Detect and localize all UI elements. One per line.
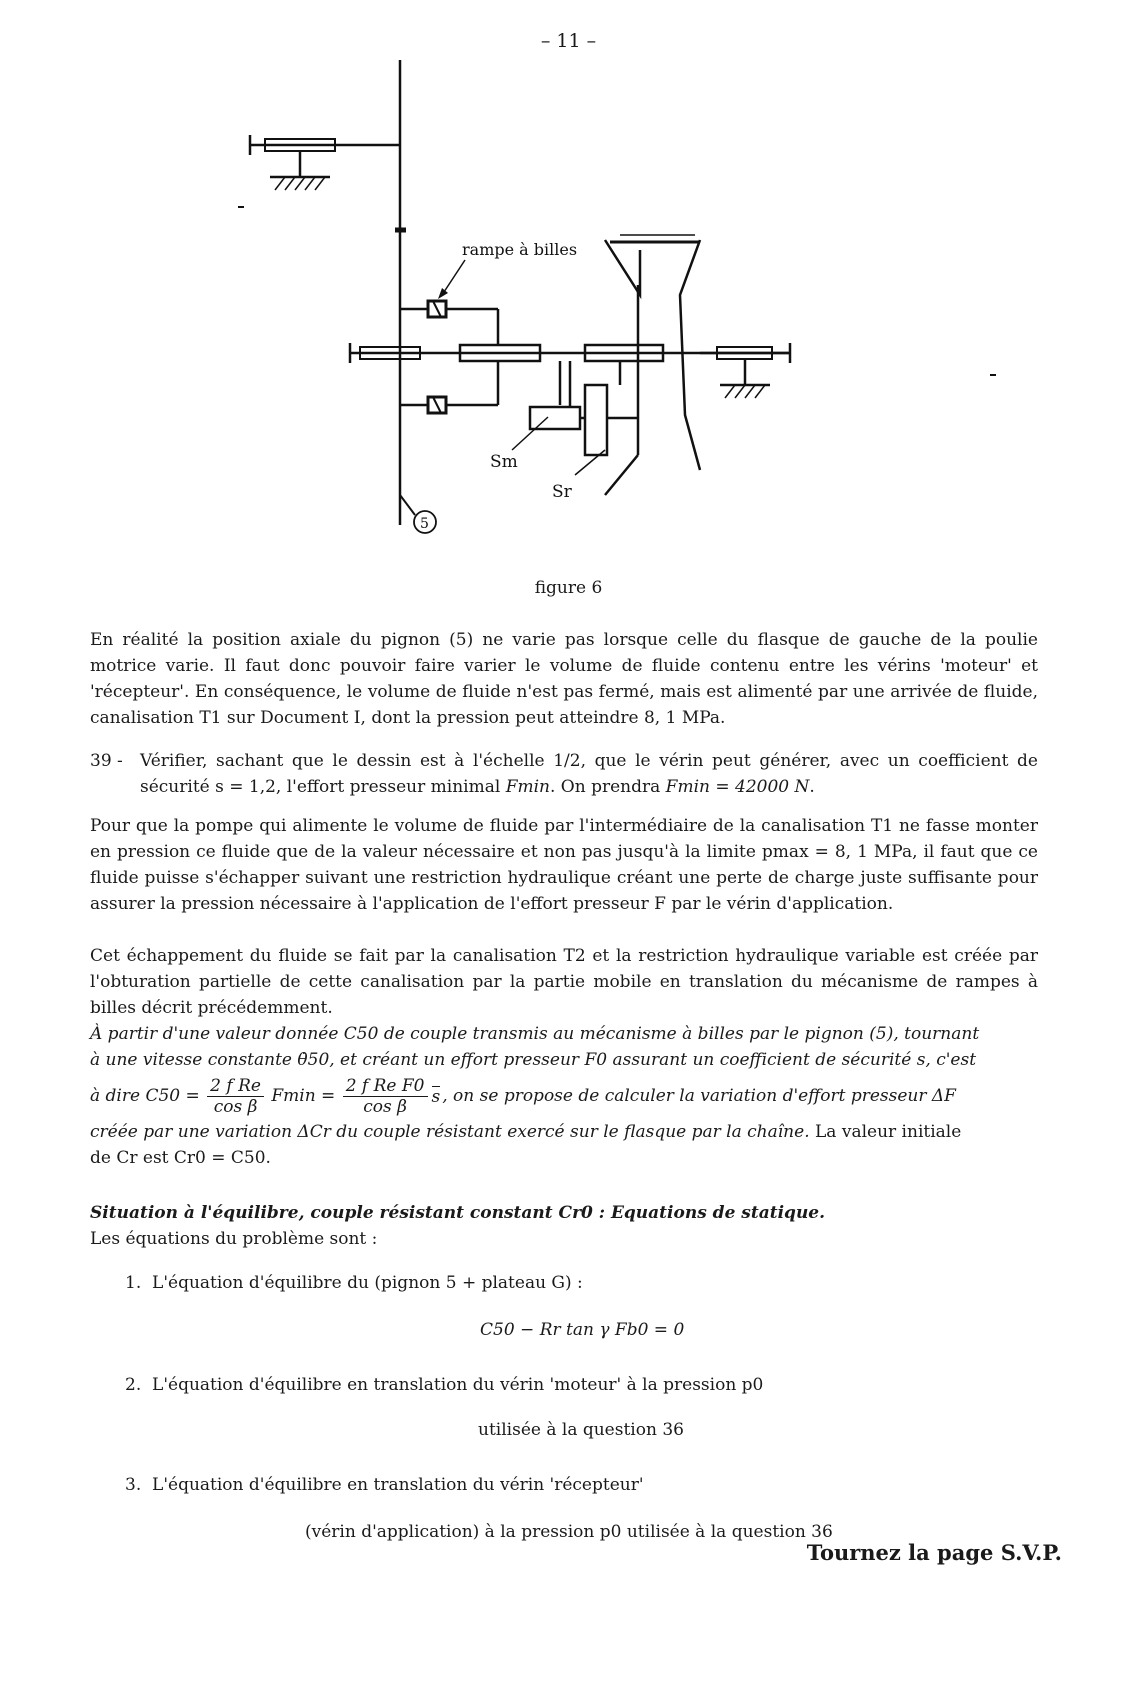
question-number: 39 - xyxy=(90,751,123,771)
fraction-over-s: s xyxy=(431,1087,441,1107)
equation-1: 1. L'équation d'équilibre du (pignon 5 + plateau G) : xyxy=(125,1273,583,1293)
equation-2: 2. L'équation d'équilibre en translation du vérin 'moteur' à la pression p0 xyxy=(125,1375,764,1395)
fraction-2fReF0-cosb: $\frac{\text{2 f Re F0}}{\text{cos β}}$ xyxy=(343,1076,428,1117)
question-text: Vérifier, sachant que le dessin est à l'échelle 1/2, que le vérin peut générer, avec un coefficient de sécurité s = 1,2, l'effort presseur minimal Fmin. On prendra Fmin = 42000 N. xyxy=(140,751,1038,797)
paragraph-escape-channel: Cet échappement du fluide se fait par la canalisation T2 et la restriction hydraulique variable est créée par l'obturation partielle de cette canalisation par la partie mobile en translation du mécanisme de rampes à billes décrit précédemment. xyxy=(90,946,1038,1018)
right-ground-hatch xyxy=(725,385,765,398)
fmin-symbol: Fmin xyxy=(505,777,550,797)
equation-1-formula: C50 − Rr tan γ Fb0 = 0 xyxy=(480,1320,685,1340)
equation-3: 3. L'équation d'équilibre en translation du vérin 'récepteur' xyxy=(125,1475,644,1495)
label-sr: Sr xyxy=(552,482,572,502)
rampe-arrow xyxy=(442,260,465,295)
equation-2-formula: utilisée à la question 36 xyxy=(478,1420,684,1440)
fraction-2fRe-cosb: $\frac{\text{2 f Re}}{\text{cos β}}$ xyxy=(207,1076,264,1117)
pulley-left-flange xyxy=(605,240,640,295)
turn-page-footer: Tournez la page S.V.P. xyxy=(806,1540,1062,1565)
paragraph-pump-pressure: Pour que la pompe qui alimente le volume de fluide par l'intermédiaire de la canalisation T1 ne fasse monter en pression ce fluide que de la valeur nécessaire et non pas jusqu'à la limite pmax = 8, 1 MPa, il faut que ce fluide puisse s'échapper suivant une restriction hydraulique créant une perte de charge juste suffisante pour assurer la pression nécessaire à l'application de l'effort presseur F par le vérin d'application. xyxy=(90,816,1038,914)
cylinder-sr xyxy=(585,385,607,455)
section-intro: Les équations du problème sont : xyxy=(90,1229,378,1249)
equation-3-formula: (vérin d'application) à la pression p0 utilisée à la question 36 xyxy=(305,1522,833,1542)
label-sm: Sm xyxy=(490,452,518,472)
label-pignon-5: 5 xyxy=(420,516,429,532)
upper-ground-hatch xyxy=(275,177,325,190)
section-title: Situation à l'équilibre, couple résistant constant Cr0 : Equations de statique. xyxy=(90,1203,826,1223)
pulley-right-flange xyxy=(680,240,700,470)
figure-6-diagram xyxy=(230,55,1050,555)
question-39 xyxy=(90,748,1038,802)
label-rampe-a-billes: rampe à billes xyxy=(462,240,578,259)
page-number: – 11 – xyxy=(540,30,597,52)
fmin-value: Fmin = 42000 N xyxy=(665,777,810,797)
figure-caption: figure 6 xyxy=(534,578,603,598)
paragraph-couple-definition: À partir d'une valeur donnée C50 de couple transmis au mécanisme à billes par le pignon (5), tournant à une vitesse constante θ̇50, et créant un effort presseur F0 assurant un coefficient de sécurité s, c'est à dire C50 = $\frac{\text{2 f Re}}{\text{cos β}}$ Fmin = $\frac{\text{2 f Re F0}}{\text{cos β}}$ s , on se propose de calculer la variation d'effort presseur ΔF créée par une variation ΔCr du couple résistant exercé sur le flasque par la chaîne. La valeur initiale de Cr est Cr0 = C50. xyxy=(90,1021,1038,1171)
formula-line: à dire C50 = $\frac{\text{2 f Re}}{\text{cos β}}$ Fmin = $\frac{\text{2 f Re F0}}{\text{cos β}}$ s , on se propose de calculer la variation d'effort presseur ΔF xyxy=(90,1076,956,1117)
paragraph-axial-position: En réalité la position axiale du pignon (5) ne varie pas lorsque celle du flasque de gauche de la poulie motrice varie. Il faut donc pouvoir faire varier le volume de fluide contenu entre les vérins 'moteur' et 'récepteur'. En conséquence, le volume de fluide n'est pas fermé, mais est alimenté par une arrivée de fluide, canalisation T1 sur Document I, dont la pression peut atteindre 8, 1 MPa. xyxy=(90,630,1038,728)
